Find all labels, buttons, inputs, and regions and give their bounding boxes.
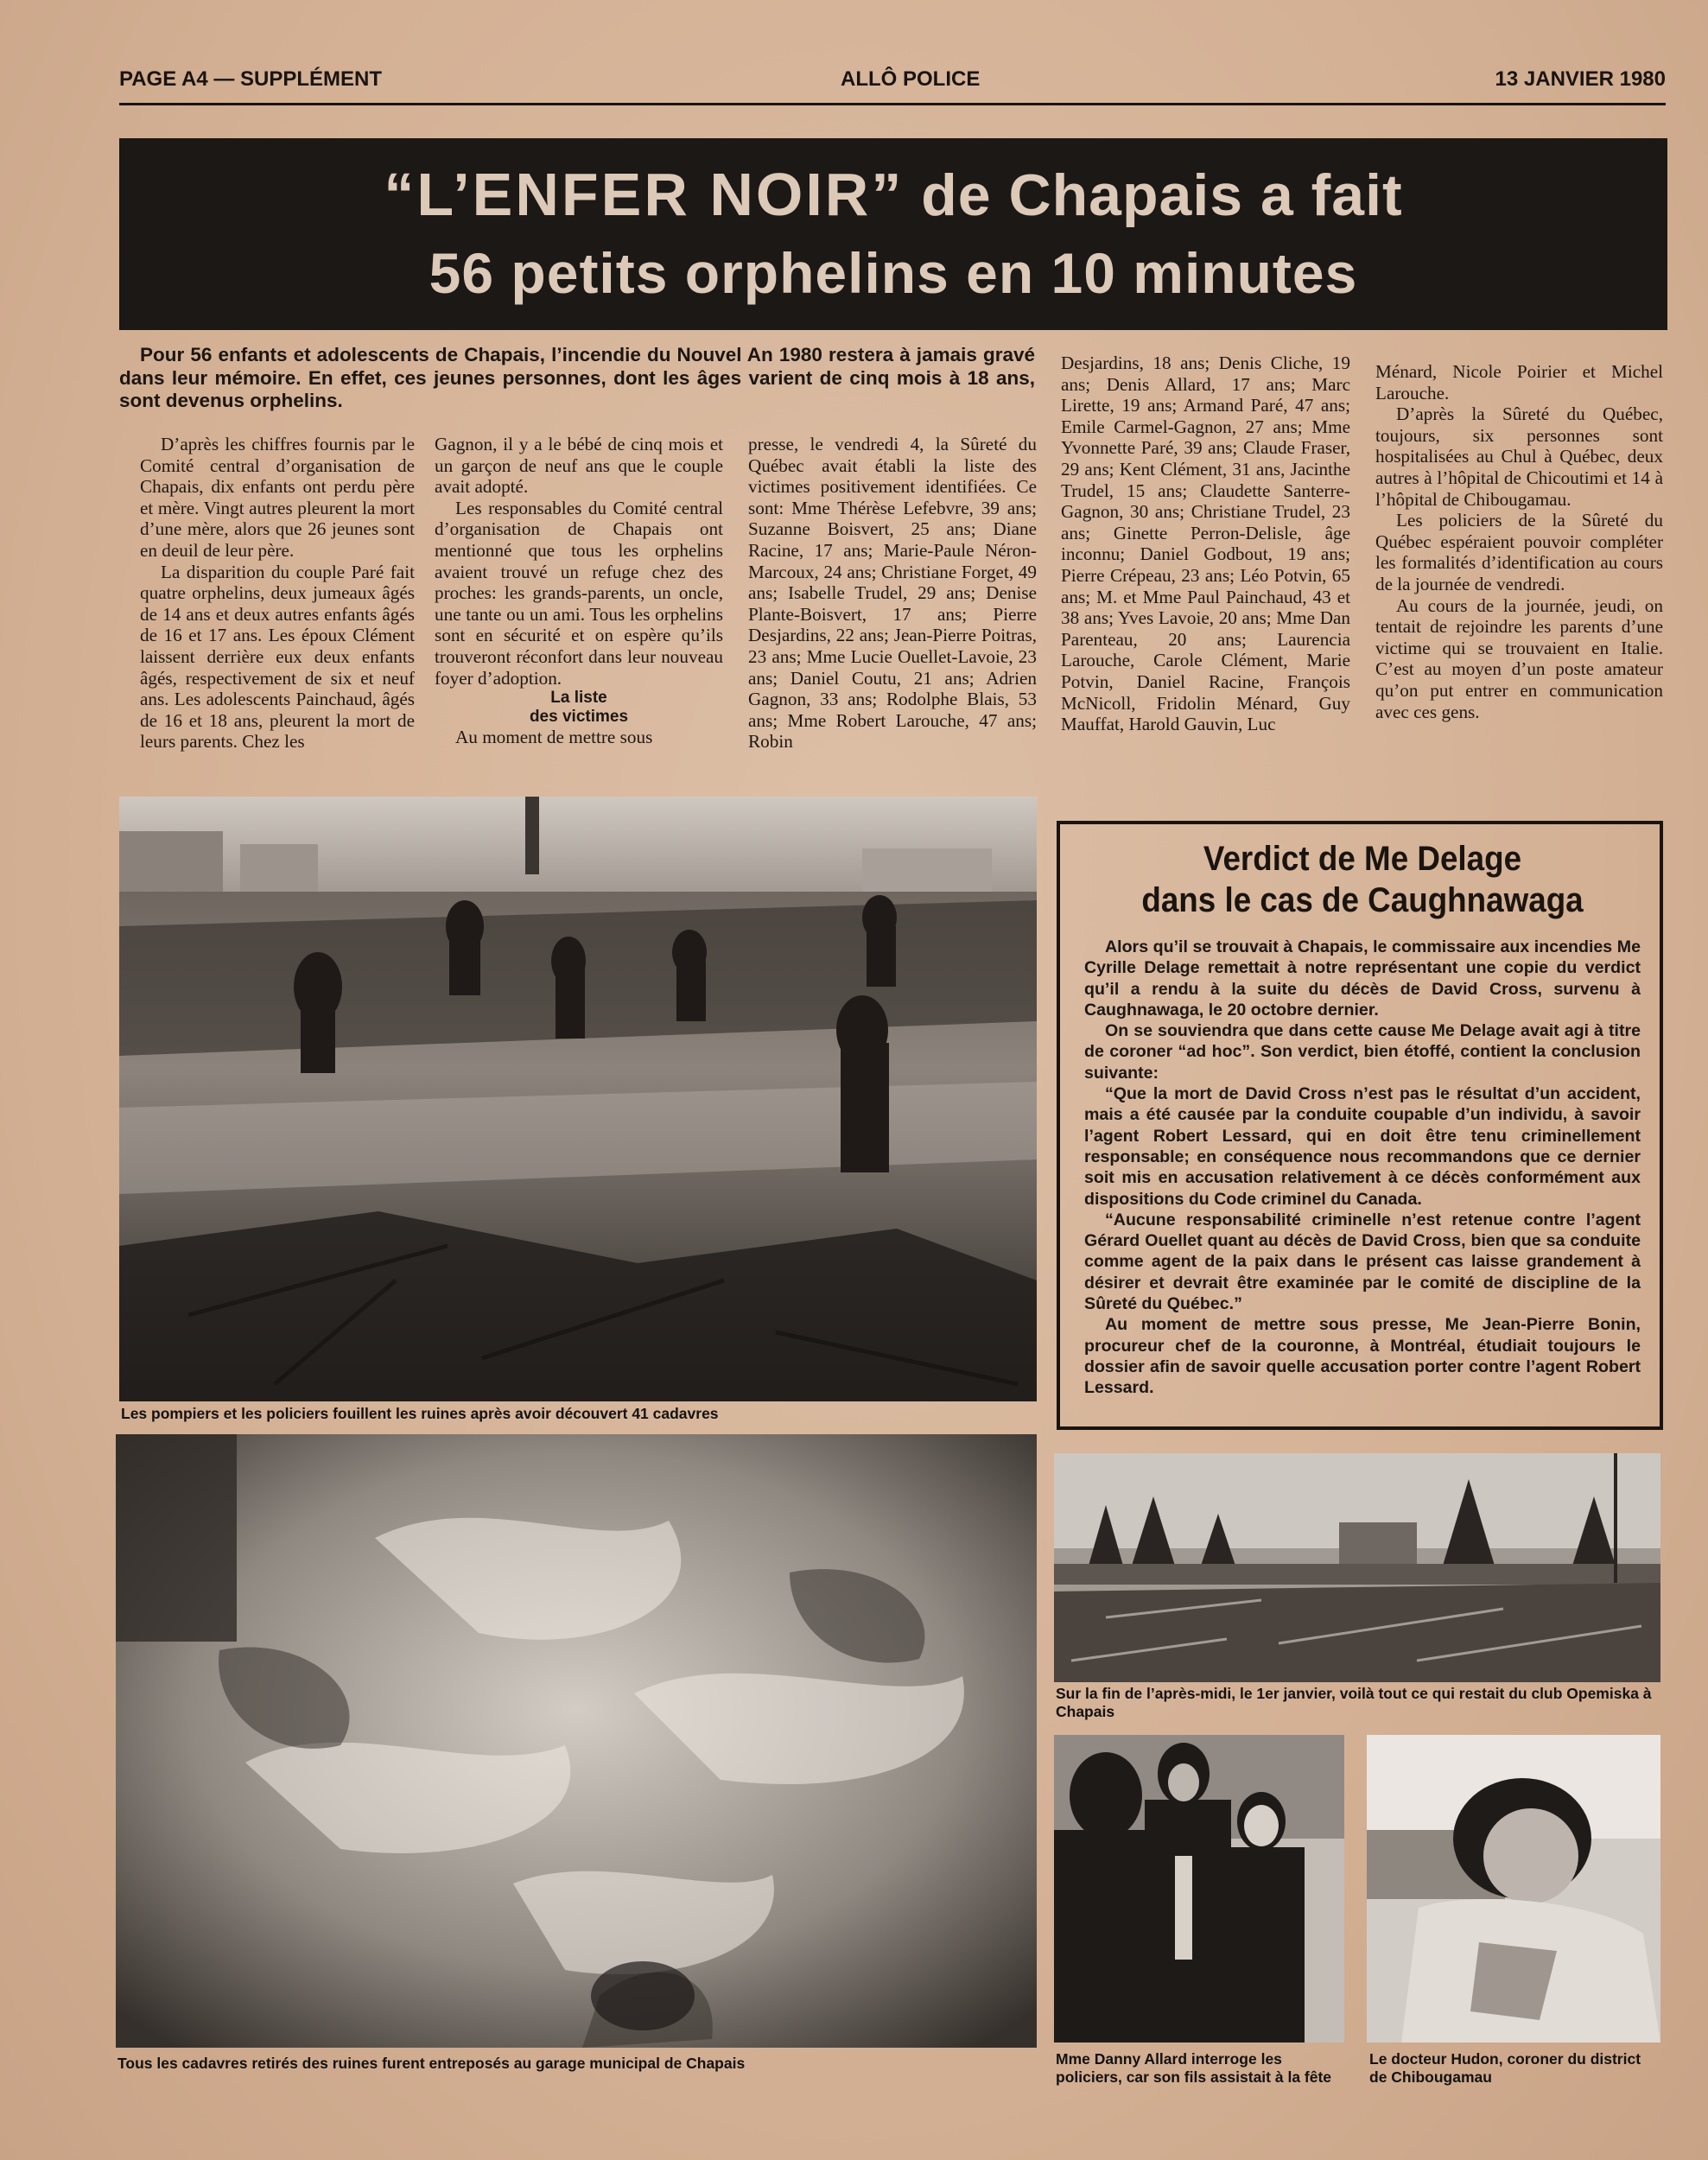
headline-line-1 [384, 156, 1402, 233]
bodies-image [116, 1434, 1037, 2048]
publication-name: ALLÔ POLICE [841, 67, 981, 91]
article-paragraph: Gagnon, il y a le bébé de cinq mois et un garçon de neuf ans que le couple avait adopté. [435, 434, 723, 498]
subhead-line: La liste [550, 689, 607, 708]
lead-paragraph: Pour 56 enfants et adolescents de Chapais, l’incendie du Nouvel An 1980 restera à jamais gravé dans leur mémoire. En effet, ces jeunes personnes, dont les âges varient de cinq mois à 18 ans, sont devenus orphelins. [119, 344, 1035, 411]
running-header [119, 62, 1666, 105]
caption-club: Sur la fin de l’après-midi, le 1er janvier, voilà tout ce qui restait du club Opemiska à Chapais [1056, 1685, 1652, 1720]
headline-line-2: 56 petits orphelins en 10 minutes [429, 240, 1358, 305]
verdict-paragraph: Alors qu’il se trouvait à Chapais, le commissaire aux incendies Me Cyrille Delage remettait à notre représentant une copie du verdict qu’il a rendu à la suite du décès de David Cross, survenu à Caughnawaga, le 20 octobre dernier. [1084, 937, 1641, 1020]
article-paragraph: Au moment de mettre sous [455, 727, 653, 748]
verdict-title-line: Verdict de Me Delage [1203, 840, 1522, 878]
issue-date: 13 JANVIER 1980 [1495, 67, 1666, 91]
victims-list-part-2: Desjardins, 18 ans; Denis Cliche, 19 ans; Denis Allard, 17 ans; Marc Lirette, 19 ans; Armand Paré, 47 ans; Emile Carmel-Gagnon, 27 ans; Mme Yvonnette Paré, 39 ans; Claude Fraser, 29 ans; Kent Clément, 31 ans, Jacinthe Trudel, 15 ans; Claudette Santerre-Gagnon, 30 ans; Christiane Trudel, 23 ans; Ginette Perron-Delisle, âge inconnu; Daniel Godbout, 19 ans; Pierre Crépeau, 23 ans; Léo Potvin, 65 ans; M. et Mme Paul Painchaud, 43 et 38 ans; Yves Lavoie, 20 ans; Mme Dan Parenteau, 20 ans; Laurencia Larouche, Carole Clément, Marie Potvin, Daniel Racine, François McNicoll, Fridolin Ménard, Guy Mauffat, Harold Gauvin, Luc [1061, 353, 1350, 735]
hudon-image [1367, 1735, 1660, 2042]
article-column-5 [1375, 361, 1663, 722]
photo-mme-allard [1054, 1735, 1344, 2042]
photo-dr-hudon [1367, 1735, 1660, 2042]
article-column-3 [748, 434, 1037, 753]
article-column-2 [435, 434, 723, 748]
verdict-paragraph: On se souviendra que dans cette cause Me Delage avait agi à titre de coroner “ad hoc”. Son verdict, bien étoffé, contient la conclusion suivante: [1084, 1021, 1641, 1083]
verdict-paragraph: “Aucune responsabilité criminelle n’est retenue contre l’agent Gérard Ouellet quant au décès de David Cross, bien que sa conduite comme agent de la paix dans le présent cas laisse grandement à désirer et devrait être examinée par le comité de discipline de la Sûreté du Québec.” [1084, 1210, 1641, 1314]
subhead-victims-list [435, 689, 723, 727]
article-paragraph: Les policiers de la Sûreté du Québec espéraient pouvoir compléter les formalités d’identification au cours de la journée de vendredi. [1375, 510, 1663, 594]
verdict-sidebar-box [1057, 821, 1663, 1430]
article-paragraph: Au cours de la journée, jeudi, on tentait de rejoindre les parents d’une victime qui se trouvaient en Italie. C’est au moyen d’un poste amateur qu’on put entrer en communication avec ces gens. [1375, 594, 1663, 722]
article-paragraph: D’après les chiffres fournis par le Comité central d’organisation de Chapais, dix enfants ont perdu père et mère. Vingt autres pleurent la mort d’une mère, alors que 26 jeunes sont en deuil de leur père. [140, 434, 415, 561]
headline-banner [119, 138, 1667, 330]
article-paragraph: Ménard, Nicole Poirier et Michel Larouche. [1375, 361, 1663, 403]
article-paragraph: D’après la Sûreté du Québec, toujours, six personnes sont hospitalisées au Chul à Québec, deux autres à l’hôpital de Chicoutimi et 14 à l’hôpital de Chibougamau. [1375, 403, 1663, 510]
headline-quoted: “L’ENFER NOIR” [384, 160, 905, 228]
page-label: PAGE A4 — SUPPLÉMENT [119, 67, 383, 91]
verdict-paragraph: “Que la mort de David Cross n’est pas le résultat d’un accident, mais a été causée par la conduite coupable d’un individu, à savoir l’agent Robert Lessard, qui en doit être tenu criminellement responsable; en conséquence nous recommandons que ce dernier soit mis en accusation relativement à ce décès conformément aux dispositions du Code criminel du Canada. [1084, 1084, 1641, 1209]
caption-allard: Mme Danny Allard interroge les policiers, car son fils assistait à la fête [1056, 2050, 1332, 2086]
article-paragraph: La disparition du couple Paré fait quatre orphelins, deux jumeaux âgés de 14 ans et deux autres enfants âgés de 16 et 17 ans. Les époux Clément laissent derrière eux deux enfants âgés, respectivement de six et neuf ans. Les adolescents Painchaud, âgés de 16 et 18 ans, pleurent la mort de leurs parents. Chez les [140, 561, 415, 753]
caption-bodies: Tous les cadavres retirés des ruines furent entreposés au garage municipal de Chapais [117, 2055, 746, 2072]
article-column-1 [140, 434, 415, 753]
allard-image [1054, 1735, 1344, 2042]
article-paragraph: Les responsables du Comité central d’organisation de Chapais ont mentionné que tous les orphelins avaient trouvé un refuge chez des proches: les grands-parents, un oncle, une tante ou un ami. Tous les orphelins sont en sécurité et on espère qu’ils trouveront réconfort dans leur nouveau foyer d’adoption. [435, 497, 723, 689]
verdict-paragraph: Au moment de mettre sous presse, Me Jean-Pierre Bonin, procureur chef de la couronne, à Montréal, étudiait toujours le dossier afin de savoir quelle accusation porter contre l’agent Robert Lessard. [1084, 1315, 1641, 1398]
photo-club-opemiska [1054, 1453, 1660, 1682]
photo-bodies-garage [116, 1434, 1037, 2048]
subhead-line: des victimes [529, 708, 629, 727]
verdict-body [1084, 937, 1641, 1399]
club-ruins-image [1054, 1453, 1660, 1682]
victims-list-part-1: presse, le vendredi 4, la Sûreté du Québec avait établi la liste des victimes positivement identifiées. Ce sont: Mme Thérèse Lefebvre, 39 ans; Suzanne Boisvert, 25 ans; Diane Racine, 17 ans; Marie-Paule Néron-Marcoux, 24 ans; Christiane Forget, 49 ans; Isabelle Trudel, 29 ans; Denise Plante-Boisvert, 17 ans; Pierre Desjardins, 22 ans; Jean-Pierre Poitras, 23 ans; Mme Lucie Ouellet-Lavoie, 23 ans; Daniel Coutu, 21 ans; Adrien Gagnon, 33 ans; Rodolphe Blais, 53 ans; Mme Robert Larouche, 47 ans; Robin [748, 434, 1037, 753]
caption-ruins: Les pompiers et les policiers fouillent les ruines après avoir découvert 41 cadavres [121, 1405, 719, 1422]
caption-hudon: Le docteur Hudon, coroner du district de Chibougamau [1369, 2050, 1641, 2086]
headline-line1-rest: de Chapais a fait [904, 162, 1403, 228]
verdict-title-line: dans le cas de Caughnawaga [1141, 881, 1584, 919]
article-column-4 [1061, 353, 1350, 735]
photo-ruins-search [119, 797, 1037, 1401]
ruins-image [119, 797, 1037, 1401]
verdict-title [1107, 838, 1618, 921]
